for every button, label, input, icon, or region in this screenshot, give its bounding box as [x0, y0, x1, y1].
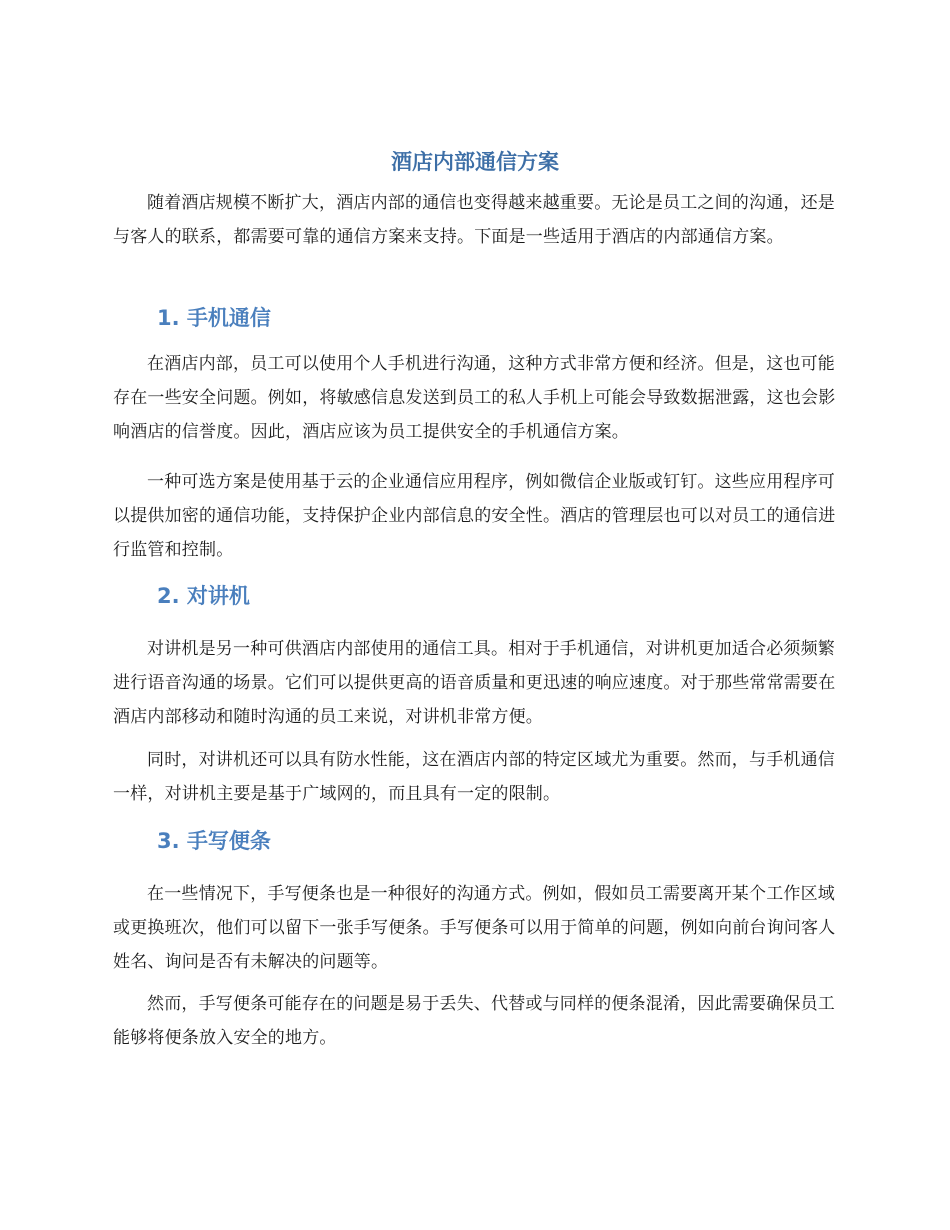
- section-walkie-paragraph-1: 对讲机是另一种可供酒店内部使用的通信工具。相对于手机通信，对讲机更加适合必须频繁进行语音沟通的场景。它们可以提供更高的语音质量和更迅速的响应速度。对于那些常常需要在酒店内部移动和随时沟通的员工来说，对讲机非常方便。: [113, 639, 836, 727]
- section-notes-paragraph-1: 在一些情况下，手写便条也是一种很好的沟通方式。例如，假如员工需要离开某个工作区域或更换班次，他们可以留下一张手写便条。手写便条可以用于简单的问题，例如向前台询问客人姓名、询问是否有未解决的问题等。: [113, 884, 836, 972]
- section-mobile-paragraph-1: 在酒店内部，员工可以使用个人手机进行沟通，这种方式非常方便和经济。但是，这也可能存在一些安全问题。例如，将敏感信息发送到员工的私人手机上可能会导致数据泄露，这也会影响酒店的信誉度。因此，酒店应该为员工提供安全的手机通信方案。: [113, 354, 836, 442]
- section-heading-handwritten-notes: 3. 手写便条: [157, 829, 271, 853]
- section-mobile-paragraph-2: 一种可选方案是使用基于云的企业通信应用程序，例如微信企业版或钉钉。这些应用程序可以提供加密的通信功能，支持保护企业内部信息的安全性。酒店的管理层也可以对员工的通信进行监管和控制。: [113, 472, 836, 560]
- section-notes-paragraph-2: 然而，手写便条可能存在的问题是易于丢失、代替或与同样的便条混淆，因此需要确保员工能够将便条放入安全的地方。: [113, 994, 835, 1048]
- intro-paragraph: 随着酒店规模不断扩大，酒店内部的通信也变得越来越重要。无论是员工之间的沟通，还是与客人的联系，都需要可靠的通信方案来支持。下面是一些适用于酒店的内部通信方案。: [113, 193, 835, 247]
- section-heading-walkie-talkie: 2. 对讲机: [157, 584, 250, 608]
- document-title: 酒店内部通信方案: [391, 150, 559, 174]
- section-heading-mobile: 1. 手机通信: [157, 306, 271, 330]
- section-walkie-paragraph-2: 同时，对讲机还可以具有防水性能，这在酒店内部的特定区域尤为重要。然而，与手机通信一样，对讲机主要是基于广域网的，而且具有一定的限制。: [113, 750, 835, 804]
